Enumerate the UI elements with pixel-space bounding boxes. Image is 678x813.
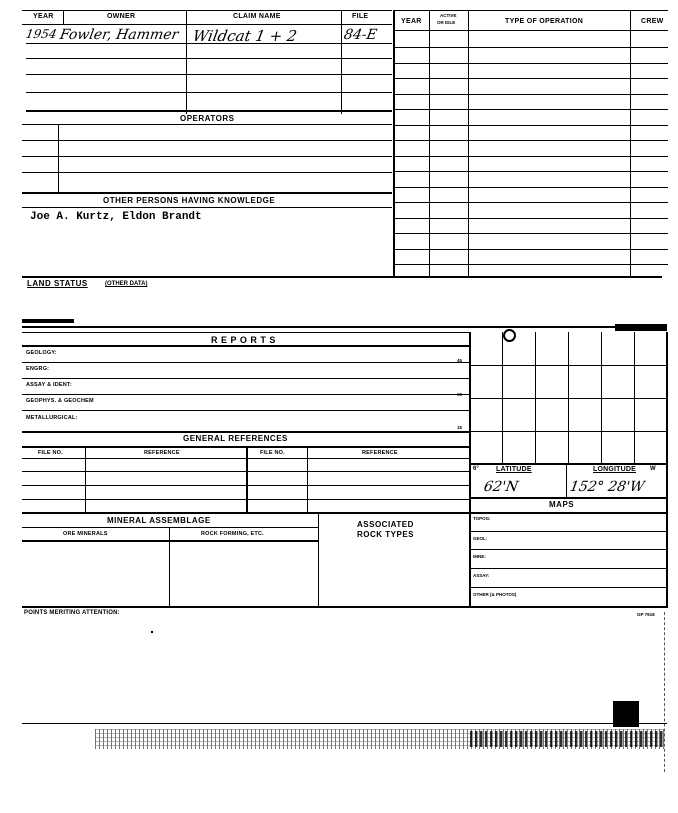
- longitude-label: LONGITUDE: [593, 466, 637, 473]
- row1-claim-name: Wildcat 1 + 2: [191, 27, 299, 45]
- reports-metallurgical: METALLURGICAL:: [26, 415, 78, 421]
- ops-row-line: [394, 47, 668, 48]
- maps-geol: GEOL:: [473, 536, 488, 541]
- latitude-label: LATITUDE: [496, 466, 532, 473]
- operators-title: OPERATORS: [180, 114, 235, 123]
- reports-title: R E P O R T S: [211, 335, 276, 345]
- assoc-line2: ROCK TYPES: [357, 530, 415, 539]
- header-claim-name: CLAIM NAME: [233, 13, 281, 20]
- latitude-value: 62'N: [482, 479, 520, 495]
- header-owner: OWNER: [107, 13, 136, 20]
- ops-header-type: TYPE OF OPERATION: [505, 18, 584, 25]
- lat-prefix: 6°: [473, 466, 479, 472]
- mineral-title: MINERAL ASSEMBLAGE: [107, 516, 211, 525]
- ops-row-line: [394, 249, 668, 250]
- land-status-sub: (OTHER DATA): [105, 281, 148, 287]
- ops-row-line: [394, 264, 668, 265]
- maps-mine: MINE:: [473, 554, 486, 559]
- maps-title: MAPS: [549, 500, 575, 509]
- mineral-ore: ORE MINERALS: [63, 531, 108, 537]
- maps-assay: ASSAY:: [473, 573, 490, 578]
- header-year: YEAR: [33, 13, 54, 20]
- lon-suffix: W: [650, 466, 656, 472]
- ops-header-year: YEAR: [401, 18, 422, 25]
- ops-header-idle: OR IDLE: [437, 20, 456, 25]
- ref-header-file2: FILE NO.: [260, 450, 285, 456]
- reports-engrg: ENGRG:: [26, 366, 50, 372]
- reports-geology: GEOLOGY:: [26, 350, 57, 356]
- mineral-rock: ROCK FORMING, ETC.: [201, 531, 264, 537]
- maps-topog: TOPOG:: [473, 516, 491, 521]
- ops-header-crew: CREW: [641, 18, 664, 25]
- scan-square: [613, 701, 639, 727]
- assoc-line1: ASSOCIATED: [357, 520, 414, 529]
- row1-file: 84-E: [342, 27, 379, 43]
- ops-row-line: [394, 140, 668, 141]
- ops-row-line: [394, 94, 668, 95]
- ops-row-line: [394, 233, 668, 234]
- points-label: POINTS MERITING ATTENTION:: [24, 610, 120, 616]
- general-references-title: GENERAL REFERENCES: [183, 434, 288, 443]
- scale-15: 15: [457, 425, 463, 430]
- ops-row-line: [394, 63, 668, 64]
- ops-row-line: [394, 156, 668, 157]
- reports-geophys: GEOPHYS. & GEOCHEM: [26, 398, 94, 404]
- scan-mark-left: [22, 319, 74, 323]
- ref-header-ref2: REFERENCE: [362, 450, 398, 456]
- ops-row-line: [394, 109, 668, 110]
- ops-row-line: [394, 78, 668, 79]
- ops-row-line: [394, 125, 668, 126]
- punch-hole-icon: [503, 329, 516, 342]
- scale-30: 30: [457, 392, 463, 397]
- ops-row-line: [394, 218, 668, 219]
- ops-row-line: [394, 187, 668, 188]
- longitude-value: 152° 28'W: [568, 479, 646, 495]
- scale-45: 45: [457, 358, 463, 363]
- dot-mark: [151, 631, 153, 633]
- reports-assay: ASSAY & IDENT:: [26, 382, 72, 388]
- ref-header-ref1: REFERENCE: [144, 450, 180, 456]
- header-file: FILE: [352, 13, 369, 20]
- other-persons-names: Joe A. Kurtz, Eldon Brandt: [30, 211, 202, 223]
- row1-owner: Fowler, Hammer: [58, 27, 180, 43]
- other-persons-title: OTHER PERSONS HAVING KNOWLEDGE: [103, 196, 276, 205]
- ops-row-line: [394, 171, 668, 172]
- ref-header-file1: FILE NO.: [38, 450, 63, 456]
- scan-noise-dark: [470, 731, 665, 747]
- ops-row-line: [394, 202, 668, 203]
- land-status-label: LAND STATUS: [27, 279, 88, 288]
- row1-year: 1954: [24, 27, 58, 41]
- maps-other: OTHER (& PHOTOS): [473, 592, 517, 597]
- ops-header-active: ACTIVE: [440, 13, 457, 18]
- form-number: GP 7918: [637, 612, 655, 617]
